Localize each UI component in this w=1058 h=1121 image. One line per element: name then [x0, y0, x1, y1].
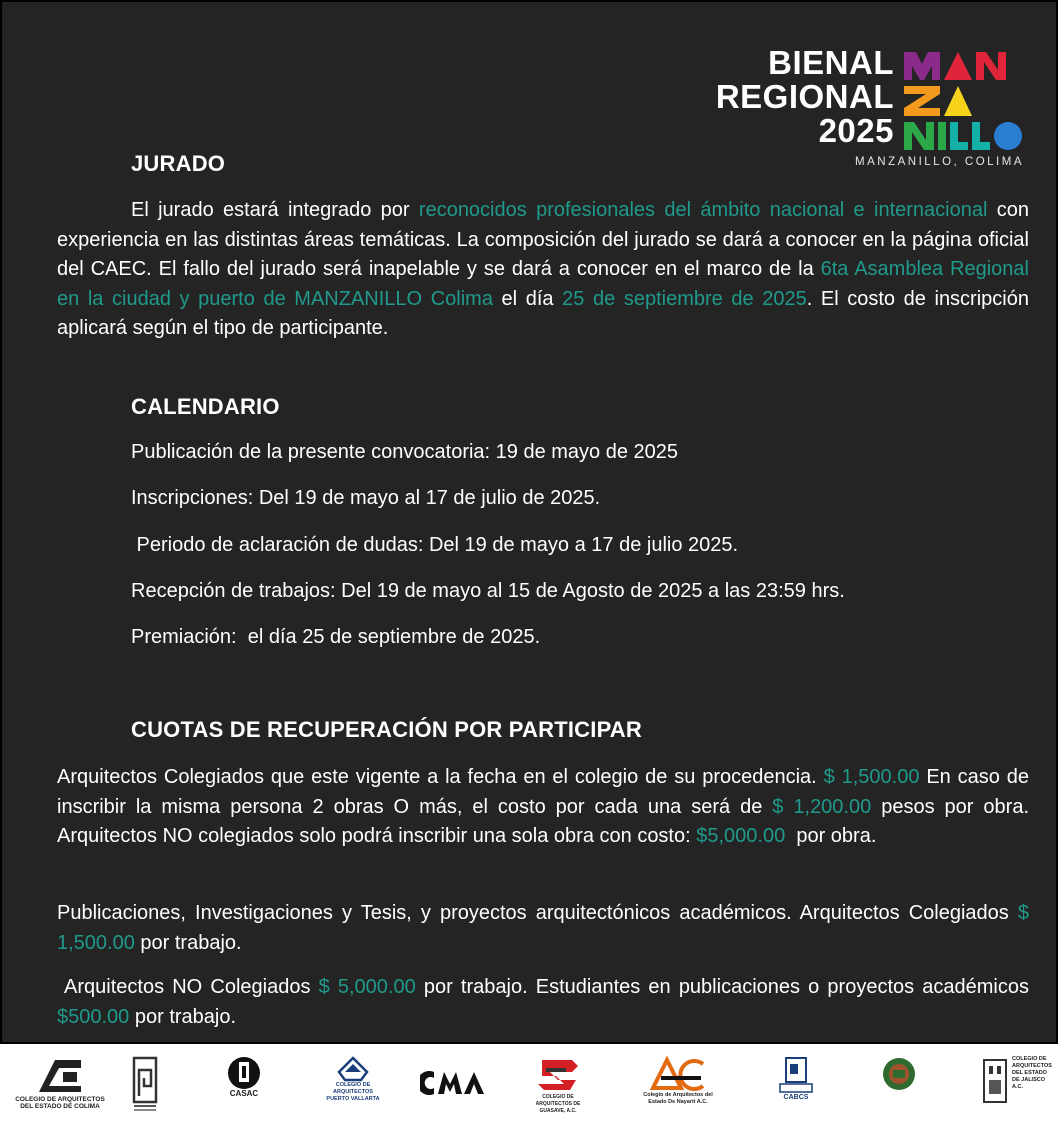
- cuotas-text: En caso de inscribir la misma persona 2 obras O más, el costo por cada una será de: [57, 766, 1030, 818]
- logo-cma: [418, 1070, 488, 1096]
- jurado-highlight-3: 25 de septiembre de 2025: [562, 287, 807, 310]
- green-seal-icon: [881, 1056, 917, 1092]
- cuotas-text: Arquitectos NO Colegiados: [57, 976, 319, 998]
- logo-jalisco-caption: COLEGIO DE ARQUITECTOS DEL ESTADO DE JALISCO A.C.: [1012, 1056, 1052, 1090]
- logo-guasave-caption: COLEGIO DE ARQUITECTOS DE GUASAVE, A.C.: [535, 1094, 581, 1114]
- logo-nayarit-caption: Colegio de Arquitectos del Estado De Nayarit A.C.: [643, 1092, 713, 1105]
- jurado-highlight-1: reconocidos profesionales del ámbito nacional e internacional: [418, 199, 988, 221]
- logo-colegio-verde: [872, 1056, 926, 1092]
- cuota-value: $5,000.00: [696, 825, 786, 847]
- logo-jalisco: [980, 1056, 1050, 1104]
- logo-subtitle: MANZANILLO, COLIMA: [855, 156, 1024, 168]
- logo-cabcs: [770, 1056, 822, 1101]
- cuotas-text: por obra.: [785, 825, 877, 847]
- jurado-text-2: con experiencia en las distintas áreas temáticas. La composición del jurado se dará a conocer en la página oficial del CAEC. El fallo del jurado será inapelable y se dará a conocer en el marco de la: [57, 199, 1029, 280]
- calendario-item: Periodo de aclaración de dudas: Del 19 de mayo a 17 de julio 2025.: [131, 534, 739, 556]
- cuotas-text: Arquitectos Colegiados que este vigente a la fecha en el colegio de su procedencia.: [57, 766, 824, 788]
- cuota-value: $ 1,500.00: [823, 766, 920, 788]
- colima-emblem-icon: [35, 1056, 85, 1096]
- calendario-item: Premiación: el día 25 de septiembre de 2025.: [131, 626, 541, 648]
- cuota-value: $ 5,000.00: [318, 976, 416, 998]
- cuotas-text: por trabajo.: [129, 1005, 237, 1028]
- cuotas-text: Publicaciones, Investigaciones y Tesis, y proyectos arquitectónicos académicos. Arquitectos Colegiados: [57, 902, 1018, 924]
- cuotas-text: por trabajo. Estudiantes en publicaciones o proyectos académicos: [415, 976, 1029, 998]
- jurado-text-4: . El costo de inscripción aplicará según el tipo de participante.: [57, 287, 1029, 339]
- calendario-item: Publicación de la presente convocatoria: 19 de mayo de 2025: [131, 441, 679, 463]
- cuotas-paragraph-colegiados: [57, 763, 1029, 852]
- logo-colima-caption: COLEGIO DE ARQUITECTOS DEL ESTADO DE COLIMA: [15, 1096, 105, 1110]
- cma-emblem-icon: [420, 1070, 486, 1096]
- building-emblem-icon: [131, 1056, 159, 1114]
- cuotas-paragraph-no-colegiados: [57, 973, 1029, 1032]
- cuotas-text: pesos por obra. Arquitectos NO colegiados solo podrá inscribir una sola obra con costo:: [57, 795, 1030, 847]
- logo-casac: [222, 1056, 266, 1097]
- logo-word-regional: REGIONAL: [715, 78, 894, 115]
- heading-jurado: JURADO: [131, 151, 226, 176]
- bienal-logo: [692, 46, 1032, 174]
- cuota-value: $ 1,500.00: [57, 902, 1029, 954]
- tower-emblem-icon: [980, 1056, 1010, 1104]
- logo-cabcs-caption: CABCS: [783, 1094, 809, 1101]
- cuota-value: $500.00: [57, 1005, 130, 1028]
- cuotas-paragraph-publicaciones: [57, 899, 1029, 958]
- heading-calendario: CALENDARIO: [131, 394, 280, 419]
- jurado-paragraph: [57, 196, 1029, 344]
- cabcs-emblem-icon: [776, 1056, 816, 1094]
- jurado-text-3: el día: [492, 287, 563, 310]
- cuota-value: $ 1,200.00: [772, 795, 872, 818]
- nayarit-emblem-icon: [647, 1056, 709, 1092]
- logo-nayarit: [636, 1056, 720, 1106]
- manzanillo-grid-icon: [902, 50, 1026, 154]
- logo-word-year: 2025: [818, 112, 894, 149]
- logo-colegio-colima: [12, 1056, 108, 1110]
- logo-guasave: [530, 1056, 586, 1115]
- vallarta-emblem-icon: [337, 1056, 369, 1082]
- cuotas-text: por trabajo.: [134, 931, 242, 954]
- sponsor-logos-footer: [0, 1046, 1058, 1121]
- casac-emblem-icon: [225, 1056, 263, 1090]
- logo-vallarta: [322, 1056, 384, 1103]
- logo-colegio-2: [130, 1056, 160, 1114]
- logo-words: [716, 46, 894, 148]
- jurado-highlight-2: 6ta Asamblea Regional en la ciudad y puerto de MANZANILLO Colima: [57, 258, 1029, 310]
- logo-vallarta-caption: COLEGIO DE ARQUITECTOS PUERTO VALLARTA: [326, 1082, 380, 1102]
- heading-cuotas: CUOTAS DE RECUPERACIÓN POR PARTICIPAR: [131, 717, 642, 742]
- jurado-text-1: El jurado estará integrado por: [131, 199, 419, 221]
- guasave-emblem-icon: [536, 1056, 580, 1094]
- logo-casac-caption: CASAC: [229, 1089, 259, 1098]
- calendario-item: Inscripciones: Del 19 de mayo al 17 de julio de 2025.: [131, 487, 601, 509]
- calendario-item: Recepción de trabajos: Del 19 de mayo al 15 de Agosto de 2025 a las 23:59 hrs.: [131, 580, 845, 602]
- logo-word-bienal: BIENAL: [768, 44, 894, 81]
